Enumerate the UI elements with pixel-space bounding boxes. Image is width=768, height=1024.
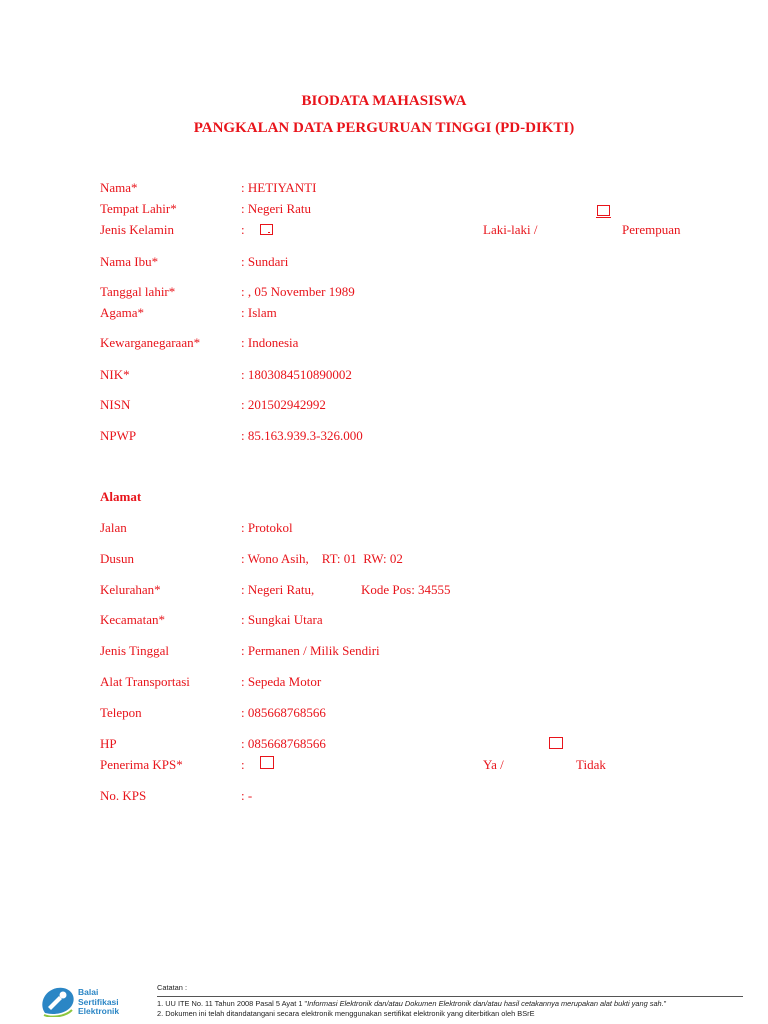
perempuan-checkbox[interactable] bbox=[597, 205, 610, 216]
kelurahan-label: Kelurahan* bbox=[100, 582, 161, 597]
document-subtitle: PANGKALAN DATA PERGURUAN TINGGI (PD-DIKTI) bbox=[193, 120, 575, 136]
note-1-italic: Informasi Elektronik dan/atau Dokumen Elektronik dan/atau hasil cetakannya merupakan alat bukti yang sah. bbox=[307, 999, 664, 1008]
telepon-value: : 085668768566 bbox=[241, 705, 326, 720]
jenis-kelamin-label: Jenis Kelamin bbox=[100, 222, 175, 237]
tidak-checkbox[interactable] bbox=[549, 737, 563, 749]
npwp-label: NPWP bbox=[100, 428, 137, 443]
nik-value: : 1803084510890002 bbox=[241, 367, 352, 382]
jenis-tinggal-value: : Permanen / Milik Sendiri bbox=[241, 643, 380, 658]
alat-transportasi-label: Alat Transportasi bbox=[100, 674, 190, 689]
footer-divider bbox=[157, 996, 743, 997]
nisn-value: : 201502942992 bbox=[241, 397, 326, 412]
nama-ibu-label: Nama Ibu* bbox=[100, 254, 159, 269]
perempuan-option-label: Perempuan bbox=[622, 222, 681, 237]
penerima-kps-colon: : bbox=[241, 757, 245, 772]
telepon-label: Telepon bbox=[100, 705, 142, 720]
dusun-label: Dusun bbox=[100, 551, 134, 566]
nama-value: : HETIYANTI bbox=[241, 180, 317, 195]
dusun-value: : Wono Asih, RT: 01 RW: 02 bbox=[241, 551, 403, 566]
jenis-tinggal-label: Jenis Tinggal bbox=[100, 643, 169, 658]
hp-label: HP bbox=[100, 736, 117, 751]
alamat-heading: Alamat bbox=[100, 489, 142, 504]
npwp-value: : 85.163.939.3-326.000 bbox=[241, 428, 363, 443]
kecamatan-value: : Sungkai Utara bbox=[241, 612, 323, 627]
bsre-logo-icon bbox=[39, 985, 77, 1022]
nisn-label: NISN bbox=[100, 397, 131, 412]
footer-note-2: 2. Dokumen ini telah ditandatangani secara elektronik menggunakan sertifikat elektronik yang diterbitkan oleh BSrE bbox=[157, 1009, 535, 1018]
jenis-kelamin-colon: : bbox=[241, 222, 245, 237]
nik-label: NIK* bbox=[100, 367, 130, 382]
agama-value: : Islam bbox=[241, 305, 277, 320]
ya-option-label: Ya / bbox=[483, 757, 504, 772]
tanggal-lahir-label: Tanggal lahir* bbox=[100, 284, 176, 299]
penerima-kps-label: Penerima KPS* bbox=[100, 757, 183, 772]
logo-line-1: Balai bbox=[78, 987, 99, 997]
tidak-option-label: Tidak bbox=[576, 757, 606, 772]
jalan-value: : Protokol bbox=[241, 520, 293, 535]
no-kps-label: No. KPS bbox=[100, 788, 147, 803]
alat-transportasi-value: : Sepeda Motor bbox=[241, 674, 322, 689]
nama-ibu-value: : Sundari bbox=[241, 254, 289, 269]
kelurahan-value: : Negeri Ratu, bbox=[241, 582, 315, 597]
logo-line-2: Sertifikasi bbox=[78, 996, 119, 1007]
agama-label: Agama* bbox=[100, 305, 145, 320]
footer-notes bbox=[157, 983, 743, 1019]
note-1-prefix: 1. UU ITE No. 11 Tahun 2008 Pasal 5 Ayat 1 " bbox=[157, 999, 308, 1008]
kewarganegaraan-label: Kewarganegaraan* bbox=[100, 335, 201, 350]
document-title: BIODATA MAHASISWA bbox=[301, 93, 467, 109]
note-1-suffix: " bbox=[663, 999, 667, 1008]
jalan-label: Jalan bbox=[100, 520, 127, 535]
kode-pos: Kode Pos: 34555 bbox=[361, 582, 451, 597]
footer-note-1 bbox=[157, 999, 743, 1009]
tempat-lahir-label: Tempat Lahir* bbox=[100, 201, 177, 216]
laki-laki-option-label: Laki-laki / bbox=[483, 222, 538, 237]
kewarganegaraan-value: : Indonesia bbox=[241, 335, 299, 350]
no-kps-value: : - bbox=[241, 788, 253, 803]
nama-label: Nama* bbox=[100, 180, 138, 195]
bsre-logo-text bbox=[78, 988, 119, 1017]
hp-value: : 085668768566 bbox=[241, 736, 326, 751]
laki-laki-checkbox[interactable] bbox=[260, 224, 273, 235]
kecamatan-label: Kecamatan* bbox=[100, 612, 165, 627]
tanggal-lahir-value: : , 05 November 1989 bbox=[241, 284, 355, 299]
logo-line-3: Elektronik bbox=[78, 1006, 120, 1016]
tempat-lahir-value: : Negeri Ratu bbox=[241, 201, 312, 216]
catatan-label: Catatan : bbox=[157, 983, 187, 992]
ya-checkbox[interactable] bbox=[260, 756, 274, 769]
